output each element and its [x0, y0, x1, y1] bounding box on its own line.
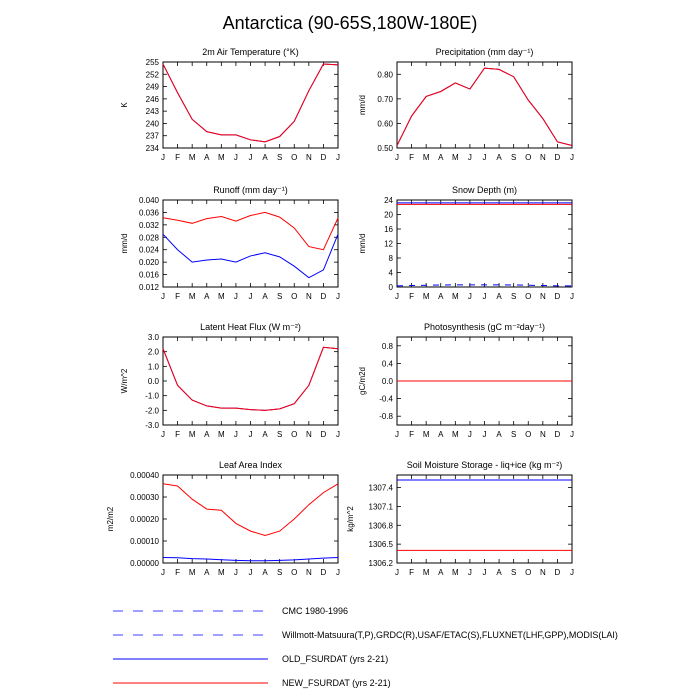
x-tick-label: S [276, 568, 283, 577]
series-line-old-fsurdat [163, 234, 338, 278]
x-tick-label: O [291, 292, 298, 301]
y-tick-label: -3.0 [145, 421, 159, 430]
x-tick-label: J [482, 153, 487, 162]
y-tick-label: 1307.1 [368, 502, 393, 512]
y-tick-label: 0.024 [138, 245, 159, 255]
y-tick-label: 246 [145, 94, 159, 104]
x-tick-label: M [188, 153, 196, 162]
legend-item-observations [113, 630, 618, 640]
figure-title: Antarctica (90-65S,180W-180E) [222, 13, 478, 33]
y-tick-label: 0.012 [138, 283, 159, 292]
panel-title: Soil Moisture Storage - liq+ice (kg m⁻²) [406, 460, 563, 470]
y-tick-label: 2.0 [147, 347, 159, 357]
x-tick-label: A [204, 430, 210, 439]
y-tick-label: 240 [145, 119, 159, 129]
y-tick-label: 0.032 [138, 220, 159, 230]
x-tick-label: J [336, 153, 340, 162]
series-line-new-fsurdat [163, 212, 338, 249]
plot-frame [163, 62, 338, 148]
y-tick-label: 0.00000 [130, 559, 159, 568]
x-tick-label: M [422, 292, 430, 301]
x-tick-label: A [438, 292, 444, 301]
x-tick-label: A [496, 568, 502, 577]
y-tick-label: 0.00040 [130, 471, 159, 480]
x-tick-label: M [451, 430, 459, 439]
x-tick-label: O [291, 568, 298, 577]
y-tick-label: 0.00030 [130, 493, 159, 502]
x-tick-label: A [438, 568, 444, 577]
y-tick-label: 0.80 [377, 70, 393, 80]
x-tick-label: S [276, 153, 283, 162]
series-line-new-fsurdat [163, 347, 338, 410]
x-tick-label: N [305, 153, 312, 162]
plot-frame [163, 200, 338, 287]
y-axis-label: m2/m2 [106, 506, 115, 532]
legend-label-old-fsurdat: OLD_FSURDAT (yrs 2-21) [282, 654, 389, 664]
x-tick-label: N [305, 568, 312, 577]
x-tick-label: J [395, 430, 399, 439]
x-tick-label: J [467, 292, 472, 301]
legend-label-new-fsurdat: NEW_FSURDAT (yrs 2-21) [282, 678, 391, 688]
y-tick-label: 252 [145, 70, 159, 80]
y-tick-label: -0.4 [379, 394, 393, 404]
x-tick-label: O [291, 153, 298, 162]
x-tick-label: S [510, 153, 517, 162]
legend-label-cmc: CMC 1980-1996 [282, 606, 349, 616]
legend [113, 606, 618, 688]
y-tick-label: 0.016 [138, 270, 159, 280]
x-tick-label: J [395, 292, 399, 301]
x-tick-label: J [336, 568, 340, 577]
y-axis-label: K [120, 102, 129, 108]
y-axis-label: mm/d [358, 233, 367, 254]
legend-item-old-fsurdat [113, 654, 388, 664]
x-tick-label: F [175, 153, 181, 162]
plot-frame [163, 337, 338, 425]
y-tick-label: 0.8 [381, 341, 393, 351]
x-tick-label: D [320, 153, 327, 162]
x-tick-label: J [570, 153, 574, 162]
x-tick-label: D [554, 568, 561, 577]
x-tick-label: A [262, 292, 268, 301]
x-tick-label: J [336, 292, 340, 301]
x-tick-label: O [525, 568, 532, 577]
x-tick-label: D [320, 568, 327, 577]
x-tick-label: J [395, 568, 399, 577]
x-tick-label: S [276, 430, 283, 439]
x-tick-label: J [233, 430, 238, 439]
panel-snow-depth [358, 185, 574, 301]
y-tick-label: 8 [388, 254, 393, 263]
x-tick-label: F [175, 292, 181, 301]
legend-item-new-fsurdat [113, 678, 391, 688]
x-tick-label: S [510, 430, 517, 439]
y-tick-label: 1307.4 [368, 483, 393, 493]
series-line-new-fsurdat [163, 64, 338, 142]
x-tick-label: J [482, 568, 487, 577]
x-tick-label: J [248, 292, 253, 301]
x-tick-label: M [188, 292, 196, 301]
x-tick-label: J [482, 430, 487, 439]
y-tick-label: 0.0 [381, 377, 393, 386]
panel-precipitation [358, 47, 574, 162]
x-tick-label: O [291, 430, 298, 439]
x-tick-label: M [451, 292, 459, 301]
plot-frame [163, 475, 338, 563]
panel-title: Photosynthesis (gC m⁻²day⁻¹) [423, 322, 546, 332]
x-tick-label: A [204, 292, 210, 301]
x-tick-label: J [482, 292, 487, 301]
x-tick-label: J [336, 430, 340, 439]
x-tick-label: S [510, 568, 517, 577]
x-tick-label: J [161, 568, 165, 577]
x-tick-label: J [233, 153, 238, 162]
x-tick-label: F [409, 292, 415, 301]
x-tick-label: N [305, 292, 312, 301]
x-tick-label: J [161, 292, 165, 301]
x-tick-label: D [320, 430, 327, 439]
y-tick-label: 243 [145, 107, 159, 117]
plot-frame [397, 62, 572, 148]
y-tick-label: 24 [384, 196, 393, 205]
y-tick-label: 0.70 [377, 94, 393, 104]
y-tick-label: 3.0 [147, 333, 159, 342]
x-tick-label: N [539, 568, 546, 577]
y-tick-label: 0.020 [138, 258, 159, 268]
x-tick-label: J [233, 568, 238, 577]
panel-soil-moisture [346, 460, 574, 577]
y-tick-label: -1.0 [145, 391, 159, 401]
y-axis-label: W/m^2 [120, 368, 129, 394]
x-tick-label: F [175, 430, 181, 439]
y-tick-label: 0.00010 [130, 537, 159, 546]
x-tick-label: O [525, 292, 532, 301]
x-tick-label: A [262, 430, 268, 439]
panel-leaf-area-index [106, 460, 340, 577]
plot-frame [397, 475, 572, 563]
x-tick-label: J [395, 153, 399, 162]
x-tick-label: D [554, 153, 561, 162]
x-tick-label: F [409, 430, 415, 439]
y-tick-label: 1306.2 [368, 559, 393, 568]
x-tick-label: M [217, 292, 225, 301]
panel-title: 2m Air Temperature (°K) [202, 47, 299, 57]
x-tick-label: D [554, 430, 561, 439]
x-tick-label: D [554, 292, 561, 301]
x-tick-label: O [525, 430, 532, 439]
y-axis-label: mm/d [120, 233, 129, 254]
y-tick-label: 0.00020 [130, 515, 159, 524]
series-line-new-fsurdat [397, 68, 572, 145]
x-tick-label: J [248, 430, 253, 439]
y-tick-label: 234 [145, 144, 159, 153]
panel-runoff [120, 185, 340, 301]
y-tick-label: 0 [388, 283, 393, 292]
y-axis-label: mm/d [358, 95, 367, 115]
x-tick-label: J [570, 292, 574, 301]
y-tick-label: 1.0 [147, 362, 159, 372]
y-tick-label: 0.4 [381, 359, 393, 369]
y-tick-label: 1306.8 [368, 521, 393, 531]
series-line-old-fsurdat [397, 68, 572, 145]
y-tick-label: -2.0 [145, 406, 159, 416]
x-tick-label: J [467, 430, 472, 439]
panel-title: Latent Heat Flux (W m⁻²) [200, 322, 301, 332]
x-tick-label: J [467, 568, 472, 577]
panel-title: Runoff (mm day⁻¹) [213, 185, 288, 195]
x-tick-label: M [188, 430, 196, 439]
panel-air-temperature [120, 47, 340, 162]
panel-title: Precipitation (mm day⁻¹) [435, 47, 534, 57]
x-tick-label: A [204, 153, 210, 162]
panel-latent-heat-flux [120, 322, 340, 439]
y-axis-label: kg/m^2 [346, 506, 355, 532]
x-tick-label: S [276, 292, 283, 301]
x-tick-label: M [451, 568, 459, 577]
x-tick-label: A [262, 153, 268, 162]
series-line-new-fsurdat [163, 484, 338, 536]
x-tick-label: A [438, 430, 444, 439]
x-tick-label: F [409, 153, 415, 162]
x-tick-label: A [496, 153, 502, 162]
y-tick-label: 0.0 [147, 377, 159, 386]
plot-frame [397, 200, 572, 287]
y-tick-label: 20 [384, 210, 393, 220]
x-tick-label: F [175, 568, 181, 577]
y-tick-label: 0.028 [138, 233, 159, 243]
y-tick-label: 0.040 [138, 196, 159, 205]
x-tick-label: N [539, 153, 546, 162]
x-tick-label: J [233, 292, 238, 301]
x-tick-label: D [320, 292, 327, 301]
x-tick-label: A [496, 430, 502, 439]
x-tick-label: N [539, 292, 546, 301]
x-tick-label: J [248, 568, 253, 577]
y-tick-label: 249 [145, 82, 159, 92]
legend-label-observations: Willmott-Matsuura(T,P),GRDC(R),USAF/ETAC(S),FLUXNET(LHF,GPP),MODIS(LAI) [282, 630, 618, 640]
x-tick-label: M [451, 153, 459, 162]
y-tick-label: 16 [384, 225, 393, 234]
x-tick-label: M [422, 430, 430, 439]
x-tick-label: M [188, 568, 196, 577]
y-tick-label: -0.8 [379, 412, 393, 422]
y-tick-label: 4 [388, 268, 393, 278]
y-tick-label: 1306.5 [368, 540, 393, 550]
y-tick-label: 12 [384, 239, 393, 249]
panel-title: Leaf Area Index [218, 460, 283, 470]
panel-photosynthesis [358, 322, 574, 439]
x-tick-label: F [409, 568, 415, 577]
x-tick-label: J [467, 153, 472, 162]
y-axis-label: gC/m2d [358, 366, 367, 396]
x-tick-label: J [161, 430, 165, 439]
x-tick-label: N [305, 430, 312, 439]
x-tick-label: O [525, 153, 532, 162]
x-tick-label: A [496, 292, 502, 301]
x-tick-label: M [217, 430, 225, 439]
x-tick-label: M [217, 153, 225, 162]
y-tick-label: 0.036 [138, 208, 159, 218]
x-tick-label: J [248, 153, 253, 162]
x-tick-label: M [422, 153, 430, 162]
x-tick-label: M [422, 568, 430, 577]
x-tick-label: S [510, 292, 517, 301]
x-tick-label: J [161, 153, 165, 162]
series-line-old-fsurdat [163, 64, 338, 142]
y-tick-label: 255 [145, 58, 159, 67]
x-tick-label: M [217, 568, 225, 577]
x-tick-label: A [438, 153, 444, 162]
legend-item-cmc [113, 606, 348, 616]
x-tick-label: A [262, 568, 268, 577]
y-tick-label: 0.50 [377, 144, 393, 153]
x-tick-label: A [204, 568, 210, 577]
y-tick-label: 0.60 [377, 119, 393, 129]
y-tick-label: 237 [145, 131, 159, 141]
x-tick-label: J [570, 568, 574, 577]
x-tick-label: N [539, 430, 546, 439]
x-tick-label: J [570, 430, 574, 439]
panel-title: Snow Depth (m) [451, 185, 518, 195]
